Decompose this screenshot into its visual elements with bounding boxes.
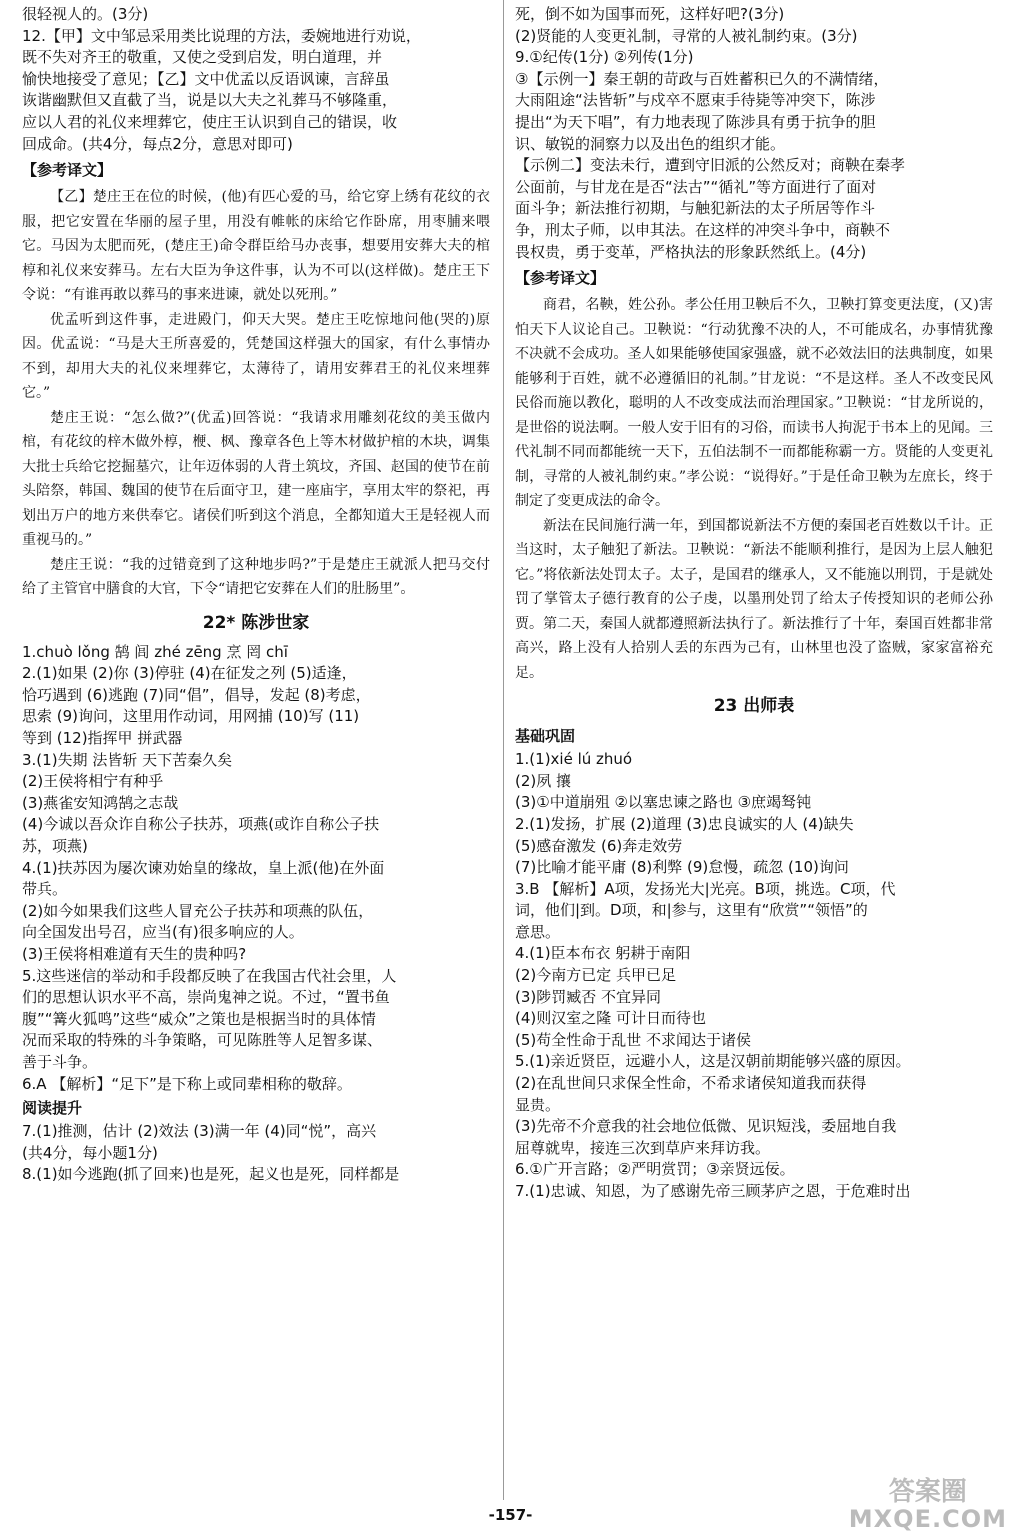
answer-item: 8.(1)如今逃跑(抓了回来)也是死，起义也是死，同样都是 xyxy=(22,1165,400,1184)
sub-heading: 阅读提升 xyxy=(22,1099,83,1118)
reference-translation-label: 【参考译文】 xyxy=(22,161,113,180)
section-title: 23 出师表 xyxy=(713,696,795,717)
answer-item: 2.(1)发扬，扩展 (2)道理 (3)忠良诚实的人 (4)缺失 (5)感奋激发 (6)奔走效劳 (7)比喻才能平庸 (8)利弊 (9)怠慢，疏忽 (10)询问 xyxy=(515,814,854,877)
right-column xyxy=(515,4,993,1203)
watermark-url: MXQE.COM xyxy=(848,1505,1007,1533)
watermark-logo xyxy=(849,1478,1007,1532)
answer-item: 4.(1)臣本布衣 躬耕于南阳 (2)今南方已定 兵甲已足 (3)陟罚臧否 不宜异同 (4)则汉室之隆 可计日而待也 (5)苟全性命于乱世 不求闻达于诸侯 xyxy=(515,944,752,1049)
left-column xyxy=(22,4,490,1186)
column-divider xyxy=(503,0,504,1500)
answer-item: 2.(1)如果 (2)你 (3)停驻 (4)在征发之列 (5)适逢， 恰巧遇到 (6)逃跑 (7)同“倡”，倡导，发起 (8)考虑， 思索 (9)询问，这里用作动词，用网捕 (10)写 (11) 等到 (12)指挥甲 拼武器 xyxy=(22,664,371,748)
answer-item: 1.(1)xié lú zhuó (2)夙 攘 (3)①中道崩殂 ②以塞忠谏之路也 ③庶竭驽钝 xyxy=(515,750,812,812)
answer-item: 7.(1)忠诚、知恩，为了感谢先帝三顾茅庐之恩，于危难时出 xyxy=(515,1182,911,1200)
answer-item: 6.①广开言路；②严明赏罚；③亲贤远佞。 xyxy=(515,1160,795,1179)
page-number: -157- xyxy=(488,1506,533,1524)
answer-item: 5.(1)亲近贤臣，远避小人，这是汉朝前期能够兴盛的原因。 (2)在乱世间只求保全性命，不希求诸侯知道我而获得 显贵。 (3)先帝不介意我的社会地位低微、见识短浅，委屈地自我 屈尊就卑，接连三次到草庐来拜访我。 xyxy=(515,1052,911,1157)
watermark-text: 答案圈 xyxy=(888,1477,967,1507)
answer-item: 很轻视人的。(3分) xyxy=(22,5,149,23)
translation-paragraph: 商君，名鞅，姓公孙。孝公任用卫鞅后不久，卫鞅打算变更法度，(又)害怕天下人议论自己。卫鞅说：“行动犹豫不决的人，不可能成名，办事情犹豫不决就不会成功。圣人如果能够使国家强盛，就不必效法旧的法典制度，如果能够利于百姓，就不必遵循旧的礼制。”甘龙说：“不是这样。圣人不改变民风民俗而施以教化，聪明的人不改变成法而治理国家。”卫鞅说：“甘龙所说的，是世俗的说法啊。一般人安于旧有的习俗，而读书人拘泥于书本上的见闻。三代礼制不同而都能统一天下，五伯法制不一而都能称霸一方。贤能的人变更礼制，寻常的人被礼制约束。”孝公说：“说得好。”于是任命卫鞅为左庶长，终于制定了变更成法的命令。 xyxy=(515,297,993,510)
answer-item: 【示例二】变法未行，遭到守旧派的公然反对；商鞅在秦孝 公面前，与甘龙在是否“法古”“循礼”等方面进行了面对 面斗争；新法推行初期，与触犯新法的太子所居等作斗 争，刑太子师，以申其法。在这样的冲突斗争中，商鞅不 畏权贵，勇于变革，严格执法的形象跃然纸上。(4分) xyxy=(515,156,906,261)
translation-paragraph: 楚庄王说：“怎么做?”(优孟)回答说：“我请求用雕刻花纹的美玉做内棺，有花纹的梓木做外椁，楩、枫、豫章各色上等木材做护棺的木块，调集大批士兵给它挖掘墓穴，让年迈体弱的人背土筑坟，齐国、赵国的使节在前头陪祭，韩国、魏国的使节在后面守卫，建一座庙宇，享用太牢的祭祀，再划出万户的地方来供奉它。诸侯们听到这个消息，全都知道大王是轻视人而重视马的。” xyxy=(22,409,490,549)
answer-item: 5.这些迷信的举动和手段都反映了在我国古代社会里，人 们的思想认识水平不高，崇尚鬼神之说。不过，“置书鱼 腹”“篝火狐鸣”这些“威众”之策也是根据当时的具体情 况而采取的特殊的斗争策略，可见陈胜等人足智多谋、 善于斗争。 xyxy=(22,966,397,1071)
answer-item: 4.(1)扶苏因为屡次谏劝始皇的缘故，皇上派(他)在外面 带兵。 (2)如今如果我们这些人冒充公子扶苏和项燕的队伍， 向全国发出号召，应当(有)很多响应的人。 (3)王侯将相难道有天生的贵种吗? xyxy=(22,858,385,963)
answer-item: 7.(1)推测，估计 (2)效法 (3)满一年 (4)同“悦”，高兴 (共4分，每小题1分) xyxy=(22,1122,377,1162)
answer-item: 3.(1)失期 法皆斩 天下苦秦久矣 (2)王侯将相宁有种乎 (3)燕雀安知鸿鹄之志哉 (4)今诚以吾众诈自称公子扶苏，项燕(或诈自称公子扶 苏，项燕) xyxy=(22,750,380,855)
translation-paragraph: 楚庄王说：“我的过错竟到了这种地步吗?”于是楚庄王就派人把马交付给了主管官中膳食的大官，下令“请把它安葬在人们的肚肠里”。 xyxy=(22,556,490,598)
answer-item: 死，倒不如为国事而死，这样好吧?(3分) (2)贤能的人变更礼制，寻常的人被礼制约束。(3分) xyxy=(515,5,858,45)
translation-paragraph: 新法在民间施行满一年，到国都说新法不方便的秦国老百姓数以千计。正当这时，太子触犯了新法。卫鞅说：“新法不能顺利推行，是因为上层人触犯它。”将依新法处罚太子。太子，是国君的继承人，又不能施以刑罚，于是就处罚了掌管太子德行教育的公子虔，以墨刑处罚了给太子传授知识的老师公孙贾。第二天，秦国人就都遵照新法执行了。新法推行了十年，秦国百姓都非常高兴，路上没有人拾别人丢的东西为己有，山林里也没了盗贼，家家富裕充足。 xyxy=(515,517,993,681)
translation-paragraph: 优孟听到这件事，走进殿门，仰天大哭。楚庄王吃惊地问他(哭的)原因。优孟说：“马是大王所喜爱的，凭楚国这样强大的国家，有什么事情办不到，却用大夫的礼仪来埋葬它，太薄待了，请用安葬君王的礼仪来埋葬它。” xyxy=(22,311,490,402)
translation-paragraph: 【乙】楚庄王在位的时候，(他)有匹心爱的马，给它穿上绣有花纹的衣服，把它安置在华丽的屋子里，用没有帷帐的床给它作卧席，用枣脯来喂它。马因为太肥而死，(楚庄王)命令群臣给马办丧事，想要用安葬大夫的棺椁和礼仪来安葬马。左右大臣为争这件事，认为不可以(这样做)。楚庄王下令说：“有谁再敢以葬马的事来进谏，就处以死刑。” xyxy=(22,189,490,304)
answer-item: 9.①纪传(1分) ②列传(1分) xyxy=(515,48,694,67)
answer-item: 6.A 【解析】“足下”是下称上或同辈相称的敬辞。 xyxy=(22,1074,352,1093)
answer-item: 1.chuò lǒng 鹄 闾 zhé zēng 烹 罔 chī xyxy=(22,642,288,661)
sub-heading: 基础巩固 xyxy=(515,727,576,746)
answer-item: ③【示例一】秦王朝的苛政与百姓蓄积已久的不满情绪， 大雨阻途“法皆斩”与戍卒不愿束手待毙等冲突下，陈涉 提出“为天下唱”，有力地表现了陈涉具有勇于抗争的胆 识、敏锐的洞察力以及出色的组织才能。 xyxy=(515,69,889,153)
answer-item: 12.【甲】文中邹忌采用类比说理的方法，委婉地进行劝说， 既不失对齐王的敬重，又使之受到启发，明白道理，并 愉快地接受了意见；【乙】文中优孟以反语讽谏，言辞虽 诙谐幽默但又直截了当，说是以大夫之礼葬马不够隆重， 应以人君的礼仪来埋葬它，使庄王认识到自己的错误，收 回成命。(共4分，每点2分，意思对即可) xyxy=(22,26,421,153)
section-title: 22* 陈涉世家 xyxy=(202,612,310,633)
reference-translation-label: 【参考译文】 xyxy=(515,269,606,288)
answer-item: 3.B 【解析】A项，发扬光大|光亮。B项，挑选。C项，代 词，他们|到。D项，和|参与，这里有“欣赏”“领悟”的 意思。 xyxy=(515,879,896,941)
